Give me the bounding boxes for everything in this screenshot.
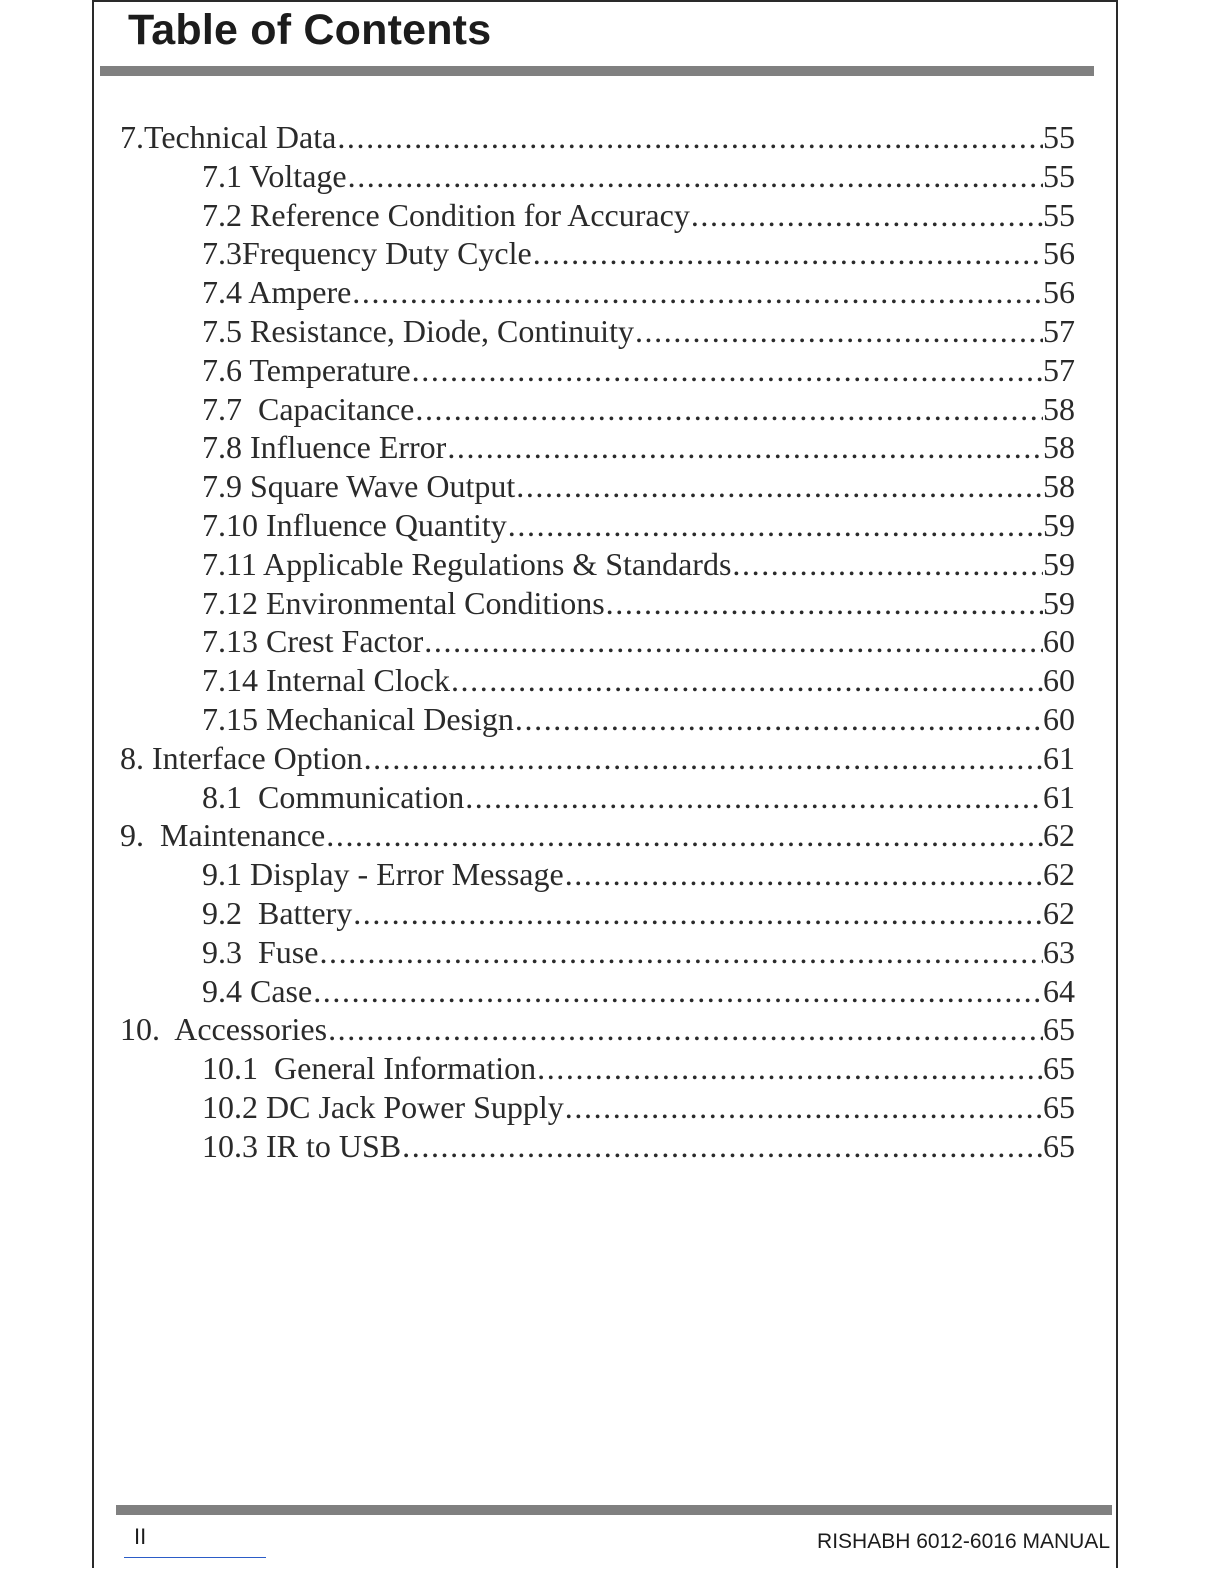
- toc-entry-page: 61: [1043, 778, 1075, 815]
- toc-entry-page: 56: [1043, 274, 1075, 311]
- toc-entry-label: 7.2 Reference Condition for Accuracy: [202, 196, 690, 233]
- toc-entry[interactable]: [120, 428, 1075, 467]
- toc-list: [120, 118, 1075, 1166]
- toc-entry-page: 59: [1043, 584, 1075, 621]
- toc-dot-leader: [516, 467, 1043, 506]
- toc-dot-leader: [352, 273, 1043, 312]
- toc-entry[interactable]: [120, 816, 1075, 855]
- toc-entry[interactable]: [120, 1088, 1075, 1127]
- toc-entry-label: 10.3 IR to USB: [202, 1127, 402, 1164]
- toc-entry-label: 9.4 Case: [202, 972, 313, 1009]
- toc-entry-label: 7.10 Influence Quantity: [202, 506, 507, 543]
- toc-entry-label: 8.1 Communication: [202, 778, 465, 815]
- toc-entry-label: 9.2 Battery: [202, 894, 353, 931]
- toc-dot-leader: [337, 118, 1043, 157]
- page-number-underline: [124, 1557, 266, 1558]
- toc-dot-leader: [412, 351, 1043, 390]
- toc-dot-leader: [691, 196, 1043, 235]
- page-number: II: [134, 1524, 147, 1549]
- toc-dot-leader: [537, 1049, 1043, 1088]
- toc-entry[interactable]: [120, 312, 1075, 351]
- toc-entry-label: 10.1 General Information: [202, 1050, 537, 1087]
- toc-dot-leader: [402, 1127, 1043, 1166]
- toc-entry-page: 58: [1043, 390, 1075, 427]
- toc-entry[interactable]: [120, 700, 1075, 739]
- toc-entry-page: 65: [1043, 1050, 1075, 1087]
- toc-dot-leader: [326, 816, 1043, 855]
- toc-entry-page: 62: [1043, 856, 1075, 893]
- toc-entry-page: 63: [1043, 933, 1075, 970]
- toc-entry[interactable]: [120, 273, 1075, 312]
- toc-entry-label: 7.Technical Data: [120, 119, 337, 155]
- toc-entry[interactable]: [120, 118, 1075, 157]
- toc-dot-leader: [424, 622, 1043, 661]
- page-title: Table of Contents: [128, 6, 492, 54]
- toc-dot-leader: [451, 661, 1043, 700]
- toc-entry-label: 7.14 Internal Clock: [202, 662, 450, 699]
- toc-entry[interactable]: [120, 467, 1075, 506]
- toc-entry-page: 59: [1043, 506, 1075, 543]
- toc-entry-page: 55: [1043, 157, 1075, 194]
- toc-entry-label: 7.13 Crest Factor: [202, 623, 424, 660]
- toc-entry[interactable]: [120, 933, 1075, 972]
- toc-dot-leader: [508, 506, 1043, 545]
- toc-dot-leader: [635, 312, 1043, 351]
- toc-entry-label: 7.5 Resistance, Diode, Continuity: [202, 312, 634, 349]
- toc-entry-page: 65: [1043, 1088, 1075, 1125]
- toc-entry-page: 57: [1043, 351, 1075, 388]
- toc-dot-leader: [353, 894, 1043, 933]
- toc-entry[interactable]: [120, 661, 1075, 700]
- toc-dot-leader: [415, 390, 1043, 429]
- toc-dot-leader: [533, 234, 1043, 273]
- toc-entry-label: 7.8 Influence Error: [202, 429, 447, 466]
- toc-entry-label: 10. Accessories: [120, 1011, 328, 1048]
- toc-entry-page: 65: [1043, 1127, 1075, 1164]
- toc-entry[interactable]: [120, 1010, 1075, 1049]
- toc-dot-leader: [328, 1010, 1043, 1049]
- toc-entry-page: 55: [1043, 196, 1075, 233]
- toc-entry-label: 7.1 Voltage: [202, 157, 347, 194]
- toc-entry[interactable]: [120, 894, 1075, 933]
- toc-entry-label: 9.3 Fuse: [202, 933, 319, 970]
- toc-entry-page: 56: [1043, 235, 1075, 272]
- toc-entry-label: 10.2 DC Jack Power Supply: [202, 1088, 564, 1125]
- toc-entry[interactable]: [120, 196, 1075, 235]
- toc-entry-label: 8. Interface Option: [120, 739, 363, 776]
- toc-dot-leader: [465, 778, 1043, 817]
- toc-entry-page: 58: [1043, 468, 1075, 505]
- toc-entry[interactable]: [120, 622, 1075, 661]
- toc-entry[interactable]: [120, 506, 1075, 545]
- toc-entry-label: 7.3Frequency Duty Cycle: [202, 235, 532, 272]
- toc-entry-label: 7.9 Square Wave Output: [202, 468, 516, 505]
- toc-entry-page: 60: [1043, 623, 1075, 660]
- toc-entry[interactable]: [120, 778, 1075, 817]
- toc-entry-label: 7.7 Capacitance: [202, 390, 415, 427]
- toc-dot-leader: [319, 933, 1043, 972]
- toc-entry[interactable]: [120, 1127, 1075, 1166]
- toc-entry[interactable]: [120, 390, 1075, 429]
- toc-entry[interactable]: [120, 234, 1075, 273]
- toc-entry[interactable]: [120, 1049, 1075, 1088]
- toc-entry-page: 60: [1043, 700, 1075, 737]
- toc-entry-page: 57: [1043, 312, 1075, 349]
- toc-dot-leader: [348, 157, 1043, 196]
- toc-dot-leader: [515, 700, 1043, 739]
- toc-dot-leader: [364, 739, 1043, 778]
- toc-dot-leader: [447, 428, 1043, 467]
- toc-entry-label: 9. Maintenance: [120, 817, 326, 854]
- toc-entry[interactable]: [120, 351, 1075, 390]
- toc-entry-label: 9.1 Display - Error Message: [202, 856, 564, 893]
- title-divider: [100, 66, 1094, 76]
- toc-dot-leader: [606, 584, 1043, 623]
- manual-name: RISHABH 6012-6016 MANUAL: [817, 1530, 1110, 1553]
- toc-entry-page: 61: [1043, 739, 1075, 776]
- toc-entry-page: 65: [1043, 1011, 1075, 1048]
- toc-entry-page: 64: [1043, 972, 1075, 1009]
- toc-entry-label: 7.15 Mechanical Design: [202, 700, 514, 737]
- toc-entry[interactable]: [120, 584, 1075, 623]
- toc-entry-page: 59: [1043, 545, 1075, 582]
- toc-dot-leader: [565, 1088, 1043, 1127]
- toc-entry-label: 7.6 Temperature: [202, 351, 411, 388]
- toc-entry[interactable]: [120, 855, 1075, 894]
- toc-entry-page: 62: [1043, 817, 1075, 854]
- toc-dot-leader: [732, 545, 1043, 584]
- footer-divider: [116, 1505, 1112, 1515]
- toc-dot-leader: [313, 972, 1043, 1011]
- toc-entry-page: 55: [1043, 119, 1075, 155]
- toc-entry-label: 7.4 Ampere: [202, 274, 352, 311]
- toc-entry[interactable]: [120, 157, 1075, 196]
- toc-entry[interactable]: [120, 972, 1075, 1011]
- toc-entry-page: 62: [1043, 894, 1075, 931]
- toc-entry[interactable]: [120, 545, 1075, 584]
- toc-entry-label: 7.12 Environmental Conditions: [202, 584, 605, 621]
- toc-entry-page: 60: [1043, 662, 1075, 699]
- toc-entry-label: 7.11 Applicable Regulations & Standards: [202, 545, 732, 582]
- toc-entry[interactable]: [120, 739, 1075, 778]
- toc-dot-leader: [565, 855, 1043, 894]
- toc-entry-page: 58: [1043, 429, 1075, 466]
